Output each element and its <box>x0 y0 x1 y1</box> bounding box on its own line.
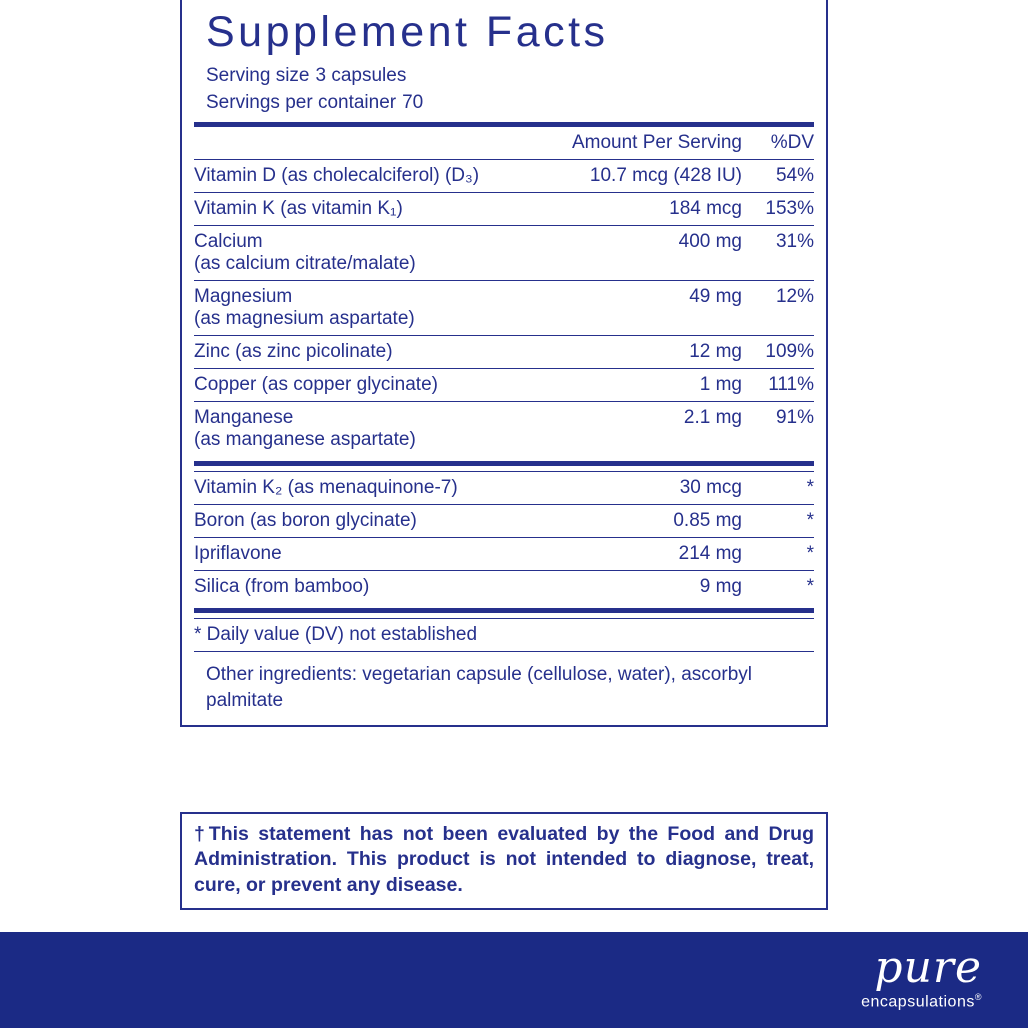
nutrient-source-text: (as manganese aspartate) <box>194 429 416 451</box>
nutrient-dv: 153% <box>742 193 814 226</box>
nutrient-amount: 9 mg <box>699 576 742 598</box>
nutrient-dv: 12% <box>742 281 814 336</box>
nutrient-amount: 0.85 mg <box>537 505 742 538</box>
nutrient-name-text: Magnesium <box>194 286 293 308</box>
nutrient-dv: * <box>742 538 814 571</box>
nutrient-name <box>194 281 537 336</box>
nutrient-amount: 2.1 mg <box>683 407 742 429</box>
table-row <box>194 369 814 402</box>
other-ingredients: Other ingredients: vegetarian capsule (cellulose, water), ascorbyl palmitate <box>206 664 752 711</box>
nutrient-name <box>194 571 537 604</box>
header-amount-per-serving: Amount Per Serving <box>537 127 742 160</box>
nutrient-name <box>194 369 537 402</box>
fda-disclaimer: †This statement has not been evaluated by the Food and Drug Administration. This product is not intended to diagnose, treat, cure, or prevent any disease. <box>180 812 828 910</box>
table-row <box>194 160 814 193</box>
brand-tagline <box>861 992 982 1011</box>
servings-per-container-line <box>206 90 814 115</box>
nutrient-dv: 109% <box>742 336 814 369</box>
nutrient-name-text: Boron (as boron glycinate) <box>194 510 417 532</box>
nutrient-name-text: Vitamin K (as vitamin K₁) <box>194 198 403 220</box>
serving-size-line <box>206 63 814 88</box>
nutrient-name <box>194 538 537 571</box>
nutrient-name-text: Ipriflavone <box>194 543 282 565</box>
nutrient-name-text: Vitamin K₂ (as menaquinone-7) <box>194 477 458 499</box>
servings-per-container-label: Servings per container <box>206 92 397 114</box>
header-percent-dv: %DV <box>742 127 814 160</box>
nutrient-amount: 214 mg <box>537 538 742 571</box>
nutrient-dv: 31% <box>742 226 814 281</box>
table-row <box>194 505 814 538</box>
section-divider <box>194 603 814 619</box>
nutrient-dv: * <box>742 505 814 538</box>
nutrient-name-text: Copper (as copper glycinate) <box>194 374 438 396</box>
table-row <box>194 402 814 457</box>
section-divider <box>194 456 814 472</box>
table-row <box>194 281 814 336</box>
header-blank <box>194 127 537 160</box>
nutrient-dv: * <box>806 576 814 598</box>
nutrient-name-text: Zinc (as zinc picolinate) <box>194 341 393 363</box>
page-title: Supplement Facts <box>206 8 609 56</box>
nutrient-source-text: (as calcium citrate/malate) <box>194 253 416 275</box>
nutrient-dv: 111% <box>742 369 814 402</box>
nutrient-name <box>194 160 537 193</box>
nutrient-name-text: Vitamin D (as cholecalciferol) (D₃) <box>194 165 480 187</box>
supplement-facts-panel <box>180 0 828 727</box>
nutrient-dv: * <box>742 472 814 505</box>
nutrient-name <box>194 226 537 281</box>
table-row <box>194 472 814 505</box>
nutrient-source-text: (as magnesium aspartate) <box>194 308 415 330</box>
nutrient-amount: 49 mg <box>537 281 742 336</box>
nutrient-dv: 54% <box>742 160 814 193</box>
footnote-row <box>194 619 814 652</box>
nutrient-name <box>194 505 537 538</box>
nutrient-amount: 1 mg <box>537 369 742 402</box>
nutrient-dv: 91% <box>775 407 814 429</box>
table-row <box>194 538 814 571</box>
nutrient-name <box>194 402 537 457</box>
servings-per-container-value: 70 <box>402 92 424 114</box>
table-header-row <box>194 127 814 160</box>
table-row <box>194 226 814 281</box>
table-row <box>194 193 814 226</box>
daily-value-footnote: * Daily value (DV) not established <box>194 619 814 652</box>
nutrient-amount: 10.7 mcg (428 IU) <box>537 160 742 193</box>
nutrient-name <box>194 193 537 226</box>
nutrient-name <box>194 336 537 369</box>
brand-tagline-text: encapsulations <box>861 993 975 1011</box>
nutrient-amount: 30 mcg <box>537 472 742 505</box>
table-row <box>194 336 814 369</box>
serving-size-label: Serving size <box>206 65 310 86</box>
nutrient-amount: 400 mg <box>537 226 742 281</box>
nutrient-name <box>194 472 537 505</box>
nutrient-name-text: Calcium <box>194 231 263 253</box>
brand-name: pure <box>874 942 982 993</box>
serving-size-value: 3 capsules <box>315 65 407 86</box>
registered-trademark-icon: ® <box>974 992 982 1002</box>
table-row <box>194 571 814 604</box>
nutrient-amount: 184 mcg <box>537 193 742 226</box>
nutrient-amount: 12 mg <box>537 336 742 369</box>
brand-logo <box>861 942 982 1011</box>
nutrients-table <box>194 127 814 652</box>
nutrient-name-text: Manganese <box>194 407 294 429</box>
nutrient-name-text: Silica (from bamboo) <box>194 576 370 598</box>
